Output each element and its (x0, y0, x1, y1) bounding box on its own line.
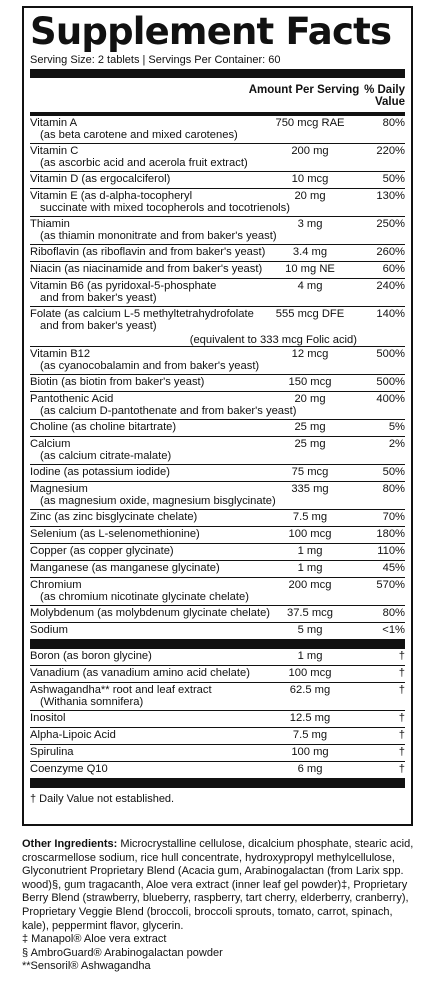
other-ingredients-text: Microcrystalline cellulose, dicalcium phosphate, stearic acid, croscarmellose sodium, rice hull concentrate, hydroxypropyl methylcellulose, Glyconutrient Proprietary Blend (Acacia gum, Arabinogalactan (from Larix spp. wood)§, gum tragacanth, Aloe vera extract (inner leaf gel powder)‡, Proprietary Berry Blend (strawberry, blueberry, raspberry, tart cherry, elderberry, cranberry), Proprietary Veggie Blend (broccoli, broccoli sprouts, tomato, carrot, spinach, kale), peppermint flavor, glycerin. (22, 838, 414, 932)
nutrient-label: Vitamin C (30, 145, 79, 157)
dv-value: † (398, 729, 405, 741)
table-row (30, 666, 405, 683)
nutrient-source: (as cyanocobalamin and from baker's yeast) (40, 359, 260, 372)
nutrient-source: (as beta carotene and mixed carotenes) (40, 128, 238, 141)
amount-cell (246, 281, 362, 293)
amount-value: 10 mcg (291, 173, 329, 185)
dv-value: † (398, 712, 405, 724)
table-row (30, 144, 405, 172)
amount-value: 62.5 mg (289, 684, 331, 696)
nutrient-label: Ashwagandha** root and leaf extract (30, 684, 212, 696)
amount-value: 12 mcg (291, 348, 329, 360)
table-row (30, 527, 405, 544)
dv-value: 570% (376, 579, 405, 591)
dv-value: 45% (382, 562, 405, 574)
amount-cell (246, 512, 362, 524)
dv-value: † (398, 667, 405, 679)
nutrient-label: Choline (as choline bitartrate) (30, 421, 177, 433)
dv-header: % Daily Value (364, 84, 405, 108)
other-ingredients-label: Other Ingredients: (22, 838, 118, 850)
nutrient-label: Biotin (as biotin from baker's yeast) (30, 376, 205, 388)
amount-cell (246, 219, 362, 231)
nutrient-label: Vitamin B6 (as pyridoxal-5-phosphate (30, 280, 217, 292)
dv-value: 180% (376, 528, 405, 540)
table-row (30, 420, 405, 437)
nutrient-label: Molybdenum (as molybdenum glycinate chelate) (30, 607, 271, 619)
dv-value: 70% (382, 511, 405, 523)
dv-value: 110% (377, 545, 405, 557)
nutrient-label: Boron (as boron glycine) (30, 650, 152, 662)
other-ingredient-list (30, 649, 405, 779)
amount-value: 100 mcg (288, 667, 332, 679)
amount-value: 1 mg (297, 562, 323, 574)
nutrient-label: Vitamin A (30, 117, 78, 129)
table-row (30, 561, 405, 578)
nutrient-label: Vitamin E (as d-alpha-tocopheryl (30, 190, 193, 202)
amount-value: 1 mg (297, 650, 323, 662)
thick-divider (30, 69, 405, 78)
amount-cell (246, 730, 362, 742)
dv-value: 80% (382, 483, 405, 495)
amount-value: 200 mcg (288, 579, 332, 591)
dv-value: 250% (376, 218, 405, 230)
amount-cell (246, 349, 362, 361)
nutrient-label: Manganese (as manganese glycinate) (30, 562, 220, 574)
amount-cell (246, 264, 362, 276)
table-row (30, 392, 405, 420)
amount-value: 3 mg (297, 218, 323, 230)
amount-value: 150 mcg (288, 376, 332, 388)
table-row (30, 245, 405, 262)
nutrient-label: Niacin (as niacinamide and from baker's yeast) (30, 263, 263, 275)
nutrient-label: Iodine (as potassium iodide) (30, 466, 170, 478)
dv-value: 5% (388, 421, 405, 433)
amount-cell (246, 394, 362, 406)
amount-value: 200 mg (291, 145, 329, 157)
amount-value: 335 mg (291, 483, 329, 495)
nutrient-note: (equivalent to 333 mcg Folic acid) (189, 334, 357, 346)
nutrient-label: Magnesium (30, 483, 88, 495)
amount-cell (246, 764, 362, 776)
table-row (30, 623, 405, 640)
amount-value: 7.5 mg (292, 729, 328, 741)
nutrient-source: (as chromium nicotinate glycinate chelate) (40, 590, 249, 603)
table-row (30, 172, 405, 189)
nutrient-label: Zinc (as zinc bisglycinate chelate) (30, 511, 198, 523)
table-row (30, 606, 405, 623)
amount-cell (246, 713, 362, 725)
amount-cell (246, 668, 362, 680)
dv-value: 60% (382, 263, 405, 275)
table-row (30, 683, 405, 711)
dv-value: 140% (376, 308, 405, 320)
nutrient-source: (as ascorbic acid and acerola fruit extract) (40, 156, 248, 169)
nutrient-label: Pantothenic Acid (30, 393, 114, 405)
dv-value: 130% (376, 190, 405, 202)
table-row (30, 189, 405, 217)
table-row (30, 649, 405, 666)
amount-cell (246, 174, 362, 186)
dv-value: 2% (388, 438, 405, 450)
nutrient-list (30, 116, 405, 640)
amount-cell (246, 580, 362, 592)
amount-cell (246, 484, 362, 496)
table-row (30, 711, 405, 728)
nutrient-source: (as thiamin mononitrate and from baker's yeast) (40, 229, 277, 242)
nutrient-label: Alpha-Lipoic Acid (30, 729, 116, 741)
amount-value: 5 mg (297, 624, 323, 636)
amount-header: Amount Per Serving (248, 84, 360, 96)
nutrient-label: Thiamin (30, 218, 70, 230)
amount-value: 555 mcg DFE (275, 308, 345, 320)
footnote: † Daily Value not established. (30, 793, 175, 805)
nutrient-source: succinate with mixed tocopherols and tocotrienols) (40, 201, 290, 214)
amount-cell (246, 146, 362, 158)
amount-cell (246, 191, 362, 203)
amount-cell (246, 608, 362, 620)
thick-divider (30, 779, 405, 788)
table-row (30, 465, 405, 482)
amount-cell (246, 422, 362, 434)
table-row (30, 279, 405, 307)
amount-value: 7.5 mg (292, 511, 328, 523)
nutrient-label: Selenium (as L-selenomethionine) (30, 528, 200, 540)
table-row (30, 745, 405, 762)
amount-cell (246, 685, 362, 697)
dv-value: 500% (376, 376, 405, 388)
amount-value: 100 mcg (288, 528, 332, 540)
dv-value: <1% (382, 624, 405, 636)
amount-value: 20 mg (294, 393, 326, 405)
dv-value: 80% (382, 607, 405, 619)
trademark-notes (22, 933, 418, 974)
dv-value: 220% (376, 145, 405, 157)
dv-value: † (398, 746, 405, 758)
amount-cell (246, 529, 362, 541)
amount-value: 10 mg NE (285, 263, 335, 275)
table-row (30, 437, 405, 465)
dv-value: 240% (376, 280, 405, 292)
dv-value: 50% (382, 173, 405, 185)
nutrient-label: Chromium (30, 579, 82, 591)
amount-value: 37.5 mcg (286, 607, 334, 619)
amount-cell (246, 377, 362, 389)
amount-value: 25 mg (294, 421, 326, 433)
serving-info: Serving Size: 2 tablets | Servings Per Container: 60 (30, 54, 281, 66)
amount-value: 100 mg (291, 746, 329, 758)
amount-cell (246, 309, 362, 321)
amount-cell (246, 118, 362, 130)
nutrient-source: (as calcium D-pantothenate and from baker's yeast) (40, 404, 297, 417)
dv-value: † (398, 684, 405, 696)
column-header (30, 78, 405, 116)
amount-cell (246, 563, 362, 575)
dv-value: † (398, 650, 405, 662)
table-row (30, 217, 405, 245)
table-row (30, 375, 405, 392)
nutrient-label: Sodium (30, 624, 68, 636)
nutrient-label: Vitamin D (as ergocalciferol) (30, 173, 171, 185)
nutrient-label: Folate (as calcium L-5 methyltetrahydrofolate (30, 308, 254, 320)
dv-value: 260% (376, 246, 405, 258)
table-row (30, 578, 405, 606)
amount-cell (246, 625, 362, 637)
amount-cell (246, 467, 362, 479)
amount-cell (246, 651, 362, 663)
dv-value: † (398, 763, 405, 775)
nutrient-label: Copper (as copper glycinate) (30, 545, 174, 557)
amount-value: 12.5 mg (289, 712, 331, 724)
nutrient-source: (Withania somnifera) (40, 695, 144, 708)
table-row (30, 347, 405, 375)
trademark-line: § AmbroGuard® Arabinogalactan powder (22, 946, 223, 959)
trademark-line: ‡ Manapol® Aloe vera extract (22, 933, 167, 946)
trademark-line: **Sensoril® Ashwagandha (22, 960, 151, 973)
amount-value: 4 mg (297, 280, 323, 292)
table-row (30, 262, 405, 279)
amount-cell (246, 546, 362, 558)
dv-value: 80% (382, 117, 405, 129)
amount-value: 75 mcg (291, 466, 329, 478)
supplement-facts-panel (22, 6, 413, 826)
other-ingredients (22, 838, 418, 974)
amount-value: 750 mcg RAE (275, 117, 345, 129)
dv-value: 500% (376, 348, 405, 360)
panel-title: Supplement Facts (30, 10, 392, 53)
amount-cell (246, 439, 362, 451)
table-row (30, 482, 405, 510)
nutrient-label: Vanadium (as vanadium amino acid chelate) (30, 667, 250, 679)
amount-value: 25 mg (294, 438, 326, 450)
table-row (30, 307, 405, 347)
nutrient-label: Riboflavin (as riboflavin and from baker's yeast) (30, 246, 266, 258)
table-row (30, 762, 405, 779)
nutrient-source: (as calcium citrate-malate) (40, 449, 172, 462)
nutrient-label: Inositol (30, 712, 66, 724)
amount-value: 3.4 mg (292, 246, 328, 258)
table-row (30, 510, 405, 527)
table-row (30, 544, 405, 561)
nutrient-label: Vitamin B12 (30, 348, 91, 360)
amount-value: 1 mg (297, 545, 323, 557)
nutrient-label: Calcium (30, 438, 71, 450)
nutrient-source: (as magnesium oxide, magnesium bisglycinate) (40, 494, 276, 507)
nutrient-label: Spirulina (30, 746, 74, 758)
dv-value: 50% (382, 466, 405, 478)
nutrient-source: and from baker's yeast) (40, 319, 157, 332)
amount-value: 6 mg (297, 763, 323, 775)
nutrient-source: and from baker's yeast) (40, 291, 157, 304)
dv-value: 400% (376, 393, 405, 405)
table-row (30, 116, 405, 144)
table-row (30, 728, 405, 745)
nutrient-label: Coenzyme Q10 (30, 763, 108, 775)
amount-cell (246, 247, 362, 259)
thick-divider (30, 640, 405, 649)
amount-value: 20 mg (294, 190, 326, 202)
amount-cell (246, 747, 362, 759)
